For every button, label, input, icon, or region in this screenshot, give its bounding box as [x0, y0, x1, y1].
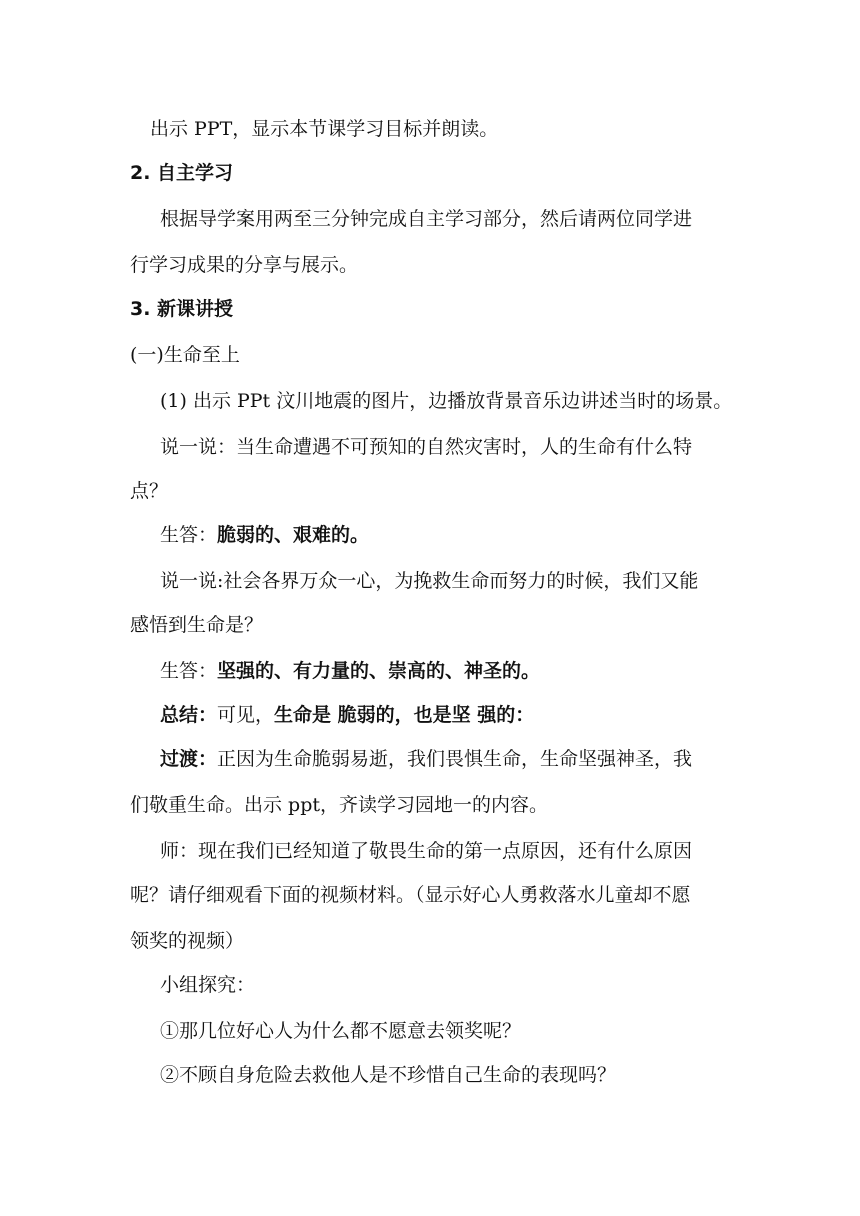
paragraph: 根据导学案用两至三分钟完成自主学习部分，然后请两位同学进: [160, 208, 693, 230]
answer-text: 脆弱的、艰难的。: [217, 524, 370, 546]
paragraph: 说一说:社会各界万众一心，为挽救生命而努力的时候，我们又能: [160, 570, 699, 592]
summary-line: [160, 702, 534, 728]
answer-label: 生答：: [160, 660, 218, 682]
answer-line: [160, 522, 369, 548]
answer-label: 生答：: [160, 524, 218, 546]
paragraph: 小组探究：: [160, 974, 256, 996]
paragraph-continued: 感悟到生命是？: [130, 614, 264, 636]
paragraph-continued: 行学习成果的分享与展示。: [130, 254, 359, 276]
summary-label: 总结：: [160, 704, 218, 726]
summary-text: 生命是 脆弱的，也是坚 强的：: [274, 704, 535, 726]
paragraph: 出示 PPT，显示本节课学习目标并朗读。: [150, 118, 499, 140]
paragraph: 师：现在我们已经知道了敬畏生命的第一点原因，还有什么原因: [160, 840, 693, 862]
paragraph: 说一说：当生命遭遇不可预知的自然灾害时，人的生命有什么特: [160, 436, 693, 458]
list-item: ①那几位好心人为什么都不愿意去领奖呢？: [160, 1020, 522, 1042]
transition-label: 过渡：: [160, 748, 218, 770]
paragraph: (1) 出示 PPt 汶川地震的图片，边播放背景音乐边讲述当时的场景。: [160, 390, 733, 412]
paragraph-continued: 们敬重生命。出示 ppt，齐读学习园地一的内容。: [130, 794, 549, 816]
paragraph-continued: 领奖的视频）: [130, 930, 245, 952]
list-item: ②不顾自身危险去救他人是不珍惜自己生命的表现吗？: [160, 1064, 617, 1086]
paragraph-continued: 呢？请仔细观看下面的视频材料。（显示好心人勇救落水儿童却不愿: [130, 884, 691, 906]
answer-line: [160, 658, 540, 684]
section-heading-2: 2. 自主学习: [130, 162, 234, 184]
transition-line: [160, 746, 692, 772]
transition-text: 正因为生命脆弱易逝，我们畏惧生命，生命坚强神圣，我: [217, 748, 693, 770]
section-heading-3: 3. 新课讲授: [130, 298, 234, 320]
subsection-heading: (一)生命至上: [130, 344, 240, 366]
answer-text: 坚强的、有力量的、崇高的、神圣的。: [217, 660, 541, 682]
summary-mid: 可见，: [217, 704, 275, 726]
paragraph-continued: 点？: [130, 480, 169, 502]
